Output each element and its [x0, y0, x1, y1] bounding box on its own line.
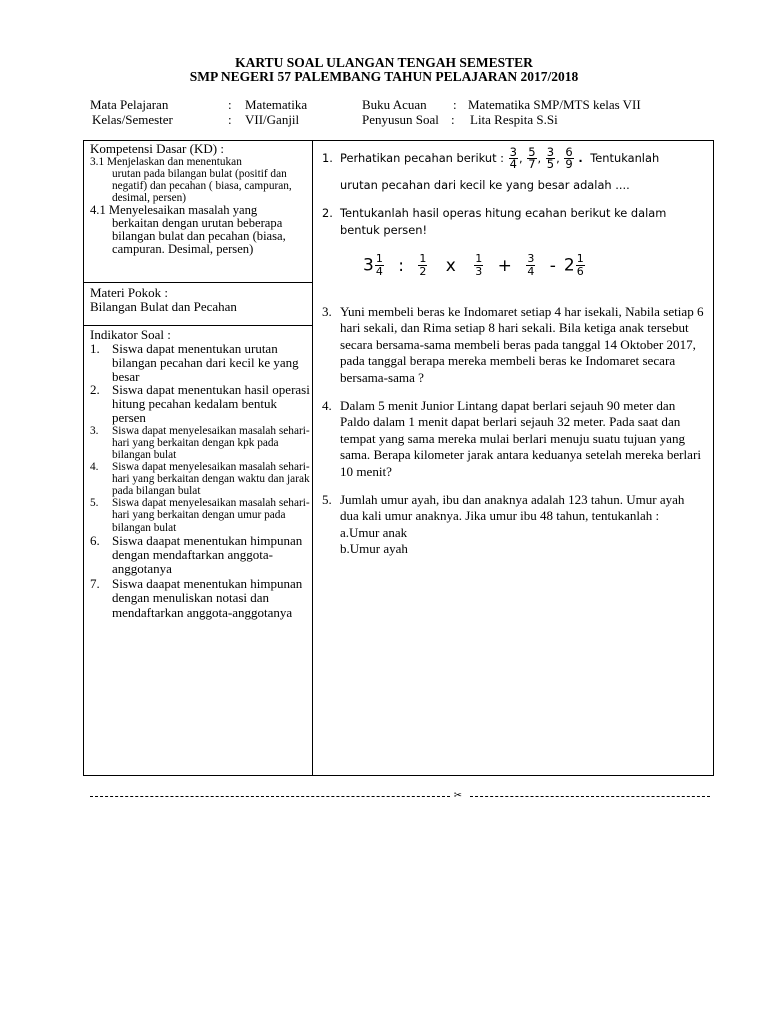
kd-item-2 — [90, 204, 310, 256]
scissors-icon: ✂ — [454, 790, 462, 803]
indikator-num: 5. — [90, 497, 99, 510]
kelas-label: Kelas/Semester — [92, 112, 173, 127]
q5-option-b: b.Umur ayah — [340, 541, 408, 557]
q1-text-a: Perhatikan pecahan berikut : — [340, 151, 504, 165]
expr-whole: 2 — [563, 255, 575, 276]
q1-text-b: Tentukanlah — [590, 151, 660, 165]
q1-num: 1. — [322, 151, 333, 165]
q5-body — [340, 492, 706, 558]
materi-heading: Materi Pokok : — [90, 285, 168, 300]
q1-frac-2 — [527, 147, 536, 170]
indikator-item — [90, 577, 310, 620]
indikator-text: Siswa dapat menentukan hasil operasi hitung pecahan kedalam bentuk persen — [112, 382, 310, 425]
indikator-text: Siswa dapat menyelesaikan masalah sehari-hari yang berkaitan dengan waktu dan jarak pada bilangan bulat — [112, 461, 310, 498]
indikator-heading: Indikator Soal : — [90, 327, 171, 342]
penyusun-colon: : — [451, 112, 455, 127]
expr-frac — [526, 253, 535, 278]
kd-heading: Kompetensi Dasar (KD) : — [90, 141, 224, 156]
penyusun-value: Lita Respita S.Si — [470, 112, 558, 127]
indikator-item — [90, 497, 310, 533]
q3-text: Yuni membeli beras ke Indomaret setiap 4 har isekali, Nabila setiap 6 hari sekali, dan Rima setiap 8 hari sekali. Bila ketiga anak tersebut secara bersama-sama membeli beras pada tanggal 14 Oktober 2017, pada tanggal berapa mereka membeli beras ke Indomaret secara bersama-sama ? — [340, 304, 704, 385]
kd1-num: 3.1 — [90, 156, 105, 168]
indikator-num: 3. — [90, 424, 99, 437]
q1-frac-1 — [509, 147, 518, 170]
dashed-line-left — [90, 796, 450, 797]
indikator-item — [90, 461, 310, 497]
q2-text: Tentukanlah hasil operas hitung ecahan berikut ke dalam bentuk persen! — [340, 206, 667, 238]
frac-num: 1 — [576, 252, 584, 265]
kd1-first: Menjelaskan dan menentukan — [106, 156, 242, 168]
indikator-section — [90, 328, 310, 620]
expr-op: x — [445, 255, 456, 276]
q1-frac-3 — [546, 147, 555, 170]
column-divider — [312, 140, 313, 776]
indikator-num: 6. — [90, 532, 100, 548]
indikator-num: 4. — [90, 461, 99, 474]
kd2-first: Menyelesaikan masalah yang — [108, 203, 258, 218]
expr-frac — [375, 253, 384, 278]
frac-num: 3 — [509, 145, 517, 159]
frac-sep: , — [518, 151, 523, 165]
indikator-text: Siswa dapat menentukan urutan bilangan pecahan dari kecil ke yang besar — [112, 341, 299, 384]
expr-frac — [474, 253, 483, 278]
buku-colon: : — [453, 97, 457, 112]
q5-num: 5. — [322, 492, 332, 507]
materi-value: Bilangan Bulat dan Pecahan — [90, 299, 237, 314]
frac-sep: , — [556, 151, 560, 165]
frac-num: 5 — [528, 145, 536, 159]
frac-den: 2 — [419, 265, 427, 278]
frac-den: 3 — [475, 265, 483, 278]
frac-den: 6 — [576, 265, 584, 278]
frac-sep: , — [537, 151, 542, 165]
penyusun-label: Penyusun Soal — [362, 112, 439, 127]
expr-frac — [576, 253, 585, 278]
row-divider-kd — [83, 282, 313, 283]
q2-expression — [363, 253, 586, 278]
mapel-value: Matematika — [245, 97, 308, 112]
expr-frac — [418, 253, 427, 278]
frac-num: 1 — [475, 252, 483, 265]
expr-whole: 3 — [363, 255, 374, 276]
indikator-item — [90, 534, 310, 577]
row-divider-materi — [83, 325, 313, 326]
q3-num: 3. — [322, 304, 332, 319]
frac-den: 4 — [527, 265, 535, 278]
dashed-line-right — [470, 796, 710, 797]
question-1 — [322, 147, 706, 170]
materi-section — [90, 286, 310, 314]
school-title: SMP NEGERI 57 PALEMBANG TAHUN PELAJARAN 2017/2018 — [189, 69, 579, 84]
buku-label: Buku Acuan — [362, 97, 427, 112]
mapel-colon: : — [228, 97, 232, 112]
indikator-item — [90, 425, 310, 461]
q1-frac-4 — [564, 147, 573, 170]
frac-num: 1 — [375, 252, 383, 265]
q5-option-a: a.Umur anak — [340, 524, 408, 540]
frac-num: 1 — [419, 252, 427, 265]
q5-text: Jumlah umur ayah, ibu dan anaknya adalah 123 tahun. Umur ayah dua kali umur anaknya. Jika umur ibu 48 tahun, tentukanlah : — [340, 492, 685, 524]
kd2-num: 4.1 — [90, 203, 106, 218]
frac-den: 9 — [565, 157, 573, 171]
kd1-rest: urutan pada bilangan bulat (positif dan negatif) dan pecahan ( biasa, campuran, desimal, persen) — [112, 168, 292, 205]
kd-section — [90, 142, 310, 256]
indikator-text: Siswa daapat menentukan himpunan dengan mendaftarkan anggota-anggotanya — [112, 532, 303, 577]
indikator-text: Siswa daapat menentukan himpunan dengan menuliskan notasi dan mendaftarkan anggota-anggotanya — [112, 575, 303, 620]
q4-num: 4. — [322, 398, 332, 413]
indikator-num: 1. — [90, 341, 100, 356]
indikator-num: 2. — [90, 382, 100, 398]
expr-op: + — [497, 255, 512, 276]
kelas-colon: : — [228, 112, 232, 127]
frac-den: 5 — [546, 157, 555, 171]
buku-value: Matematika SMP/MTS kelas VII — [468, 97, 641, 112]
frac-den: 7 — [528, 157, 536, 171]
frac-num: 3 — [527, 252, 535, 265]
kd-item-1 — [90, 156, 310, 204]
q1-end: . — [578, 151, 583, 165]
indikator-item — [90, 342, 310, 383]
indikator-text: Siswa dapat menyelesaikan masalah sehari-hari yang berkaitan dengan kpk pada bilangan bulat — [112, 424, 310, 461]
kd2-rest: berkaitan dengan urutan beberapa bilangan bulat dan pecahan (biasa, campuran. Desimal, persen) — [112, 216, 286, 257]
frac-num: 6 — [565, 145, 573, 159]
mapel-label: Mata Pelajaran — [90, 97, 169, 112]
card-title: KARTU SOAL ULANGAN TENGAH SEMESTER — [235, 55, 533, 70]
indikator-num: 7. — [90, 575, 100, 591]
cut-line — [90, 790, 710, 804]
frac-num: 3 — [546, 145, 555, 159]
expr-op: : — [398, 255, 404, 276]
frac-den: 4 — [509, 157, 517, 171]
q4-text: Dalam 5 menit Junior Lintang dapat berlari sejauh 90 meter dan Paldo dalam 1 menit dapat berlari sejauh 32 meter. Pada saat dan tempat yang sama mereka mulai berlari menuju suatu tujuan yang sama. Berapa kilometer jarak antara keduanya setelah mereka berlari 10 menit? — [340, 398, 701, 479]
expr-op: - — [549, 255, 556, 276]
kelas-value: VII/Ganjil — [245, 112, 300, 127]
indikator-item — [90, 383, 310, 424]
frac-den: 4 — [375, 265, 383, 278]
q1-text-c: urutan pecahan dari kecil ke yang besar adalah .... — [340, 178, 630, 192]
indikator-text: Siswa dapat menyelesaikan masalah sehari-hari yang berkaitan dengan umur pada bilangan bulat — [112, 497, 310, 534]
q2-num: 2. — [322, 206, 333, 220]
